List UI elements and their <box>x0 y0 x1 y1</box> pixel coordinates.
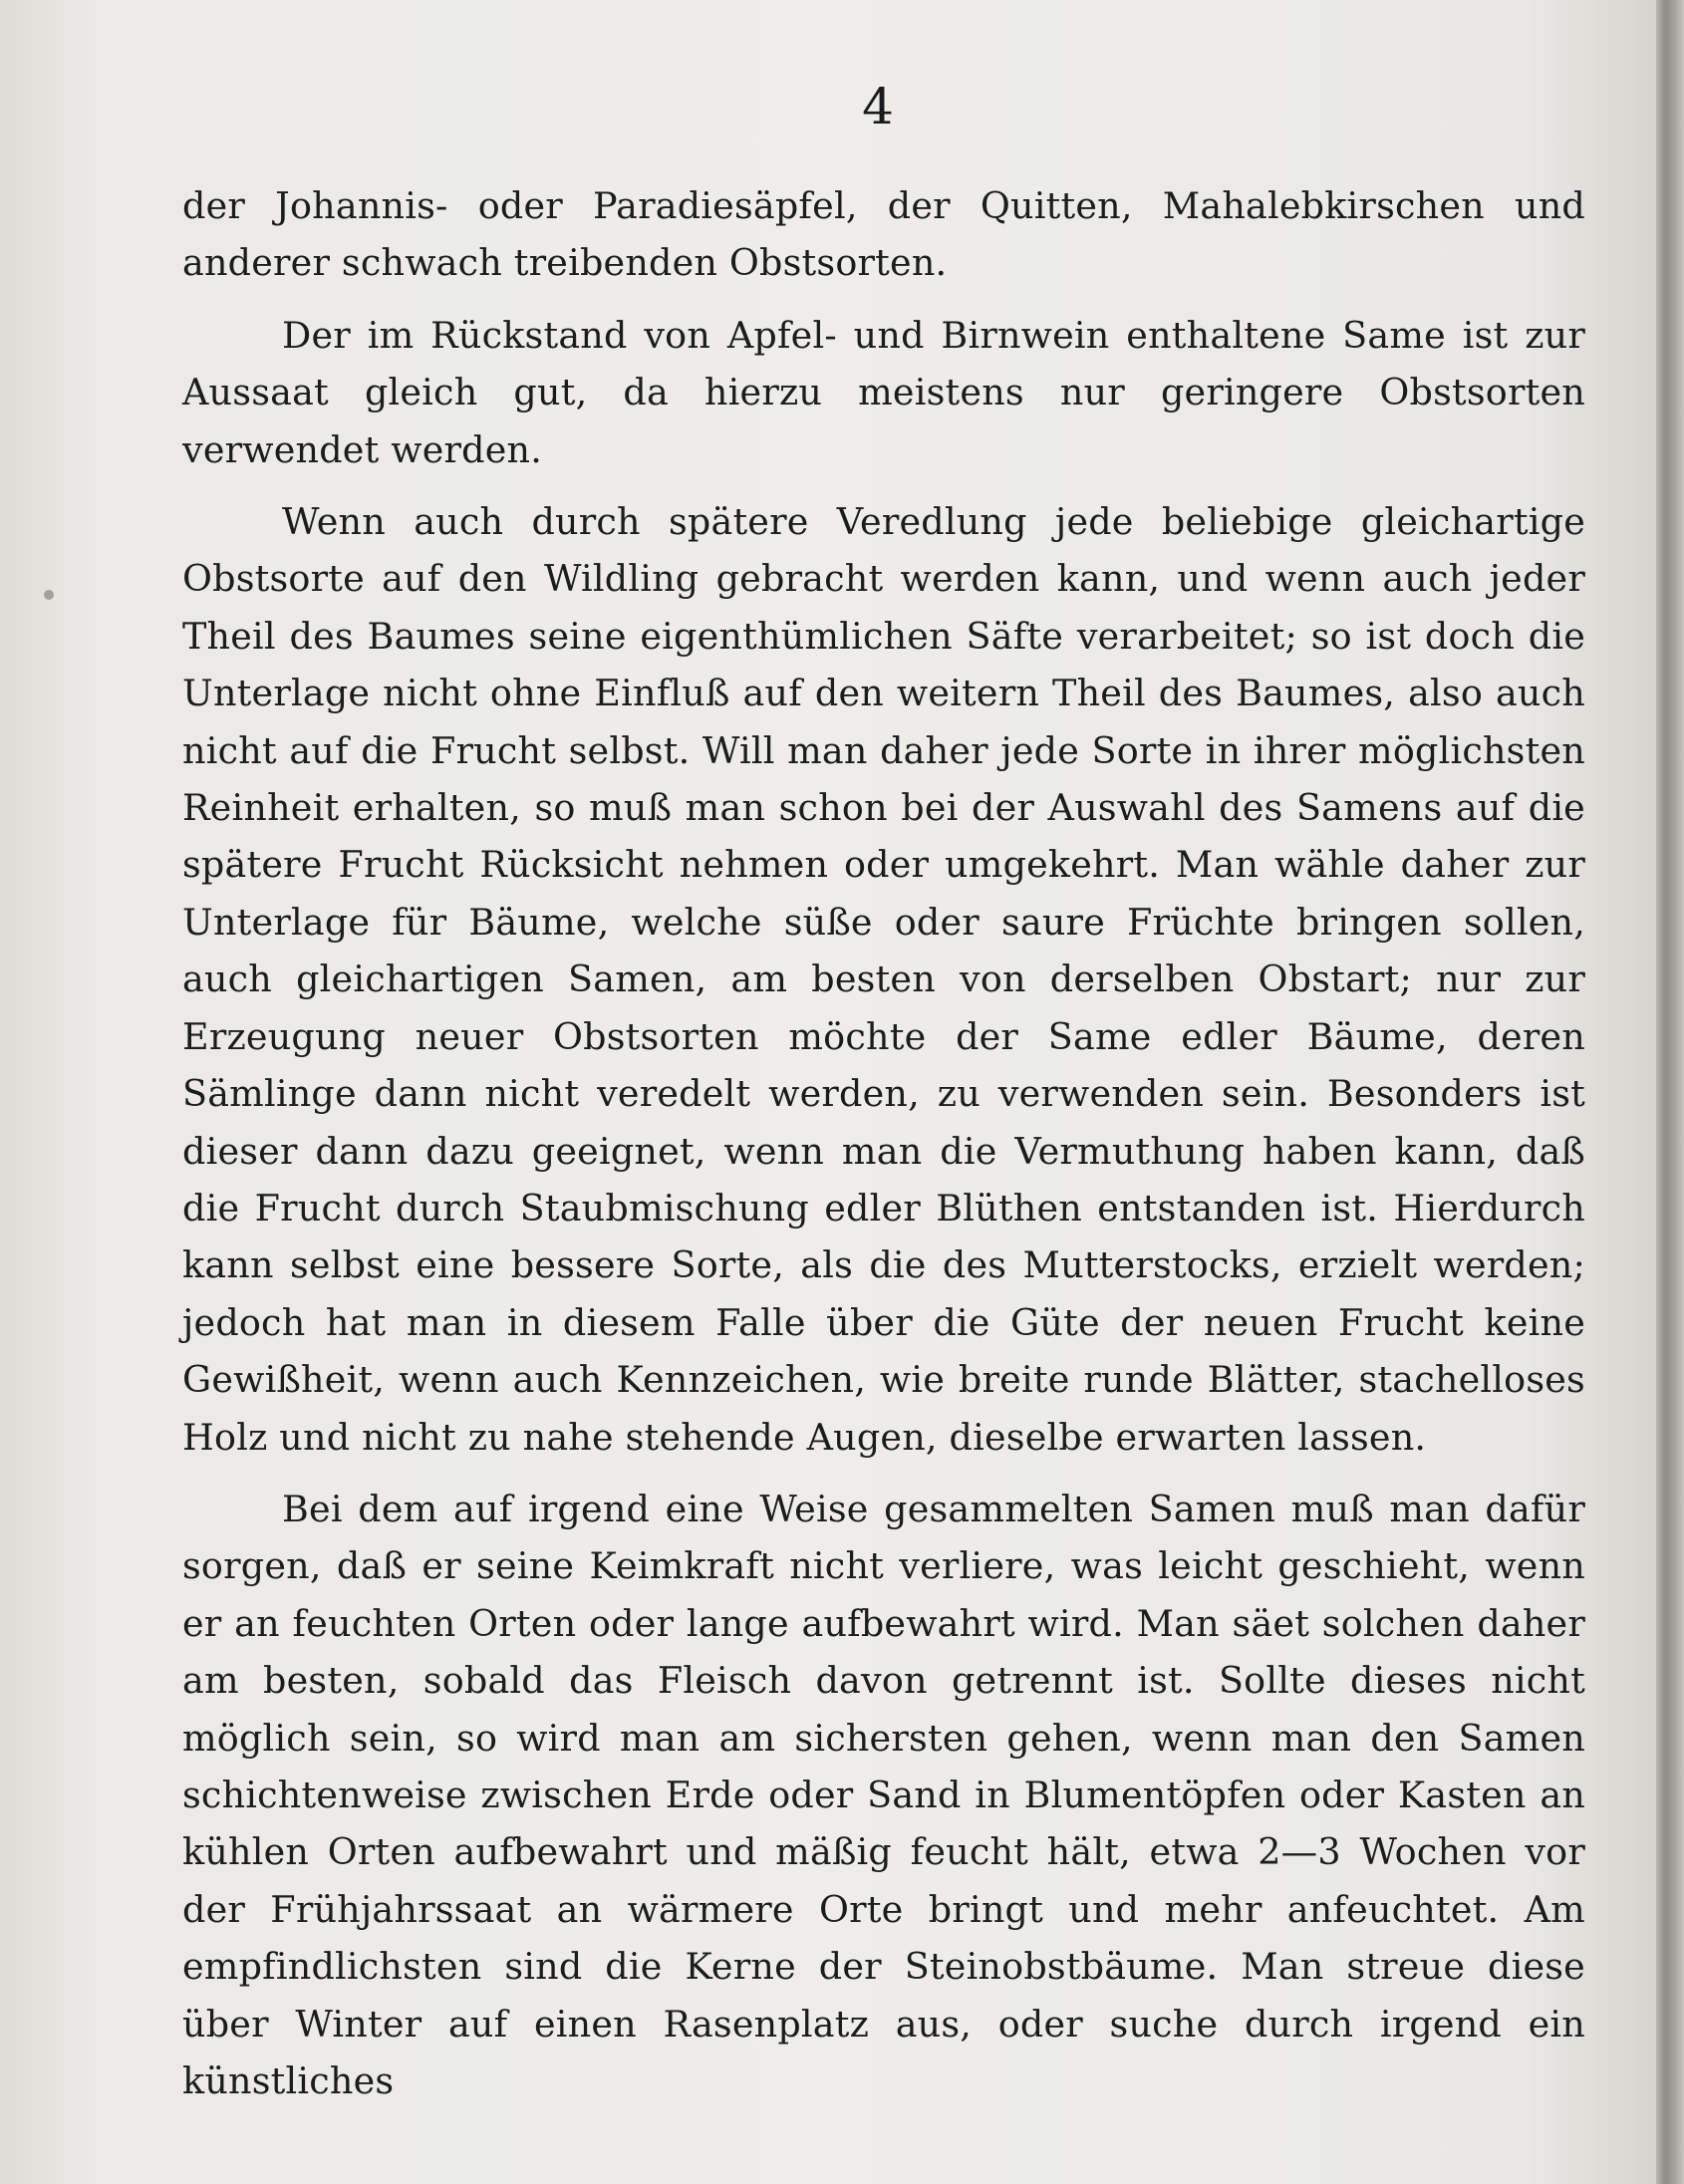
paragraph-1: der Johannis- oder Paradiesäpfel, der Quitten, Mahalebkirschen und anderer schwach treibenden Obstsorten. <box>182 184 1585 285</box>
paragraph-3: Wenn auch durch spätere Veredlung jede beliebige gleichartige Obstsorte auf den Wildling gebracht werden kann, und wenn auch jeder Theil des Baumes seine eigenthümlichen Säfte verarbeitet; so ist doch die Unterlage nicht ohne Einfluß auf den weitern Theil des Baumes, also auch nicht auf die Frucht selbst. Will man daher jede Sorte in ihrer möglichsten Reinheit erhalten, so muß man schon bei der Auswahl des Samens auf die spätere Frucht Rücksicht nehmen oder umgekehrt. Man wähle daher zur Unterlage für Bäume, welche süße oder saure Früchte bringen sollen, auch gleichartigen Samen, am besten von derselben Obstart; nur zur Erzeugung neuer Obstsorten möchte der Same edler Bäume, deren Sämlinge dann nicht veredelt werden, zu verwenden sein. Besonders ist dieser dann dazu geeignet, wenn man die Vermuthung haben kann, daß die Frucht durch Staubmischung edler Blüthen entstanden ist. Hierdurch kann selbst eine bessere Sorte, als die des Mutterstocks, erzielt werden; jedoch hat man in diesem Falle über die Güte der neuen Frucht keine Gewißheit, wenn auch Kennzeichen, wie breite runde Blätter, stachelloses Holz und nicht zu nahe stehende Augen, dieselbe erwarten lassen. <box>182 500 1585 1459</box>
body-text <box>182 177 1585 2109</box>
page-edge-shadow <box>1656 0 1684 2184</box>
page-number: 4 <box>862 78 894 136</box>
ink-smudge <box>44 590 54 600</box>
paragraph-4: Bei dem auf irgend eine Weise gesammelten Samen muß man dafür sorgen, daß er seine Keimkraft nicht verliere, was leicht geschieht, wenn er an feuchten Orten oder lange aufbewahrt wird. Man säet solchen daher am besten, sobald das Fleisch davon getrennt ist. Sollte dieses nicht möglich sein, so wird man am sichersten gehen, wenn man den Samen schichtenweise zwischen Erde oder Sand in Blumentöpfen oder Kasten an kühlen Orten aufbewahrt und mäßig feucht hält, etwa 2—3 Wochen vor der Frühjahrssaat an wärmere Orte bringt und mehr anfeuchtet. Am empfindlichsten sind die Kerne der Steinobstbäume. Man streue diese über Winter auf einen Rasenplatz aus, oder suche durch irgend ein künstliches <box>182 1487 1585 2102</box>
paragraph-2: Der im Rückstand von Apfel- und Birnwein enthaltene Same ist zur Aussaat gleich gut, da hierzu meistens nur geringere Obstsorten verwendet werden. <box>182 313 1585 471</box>
